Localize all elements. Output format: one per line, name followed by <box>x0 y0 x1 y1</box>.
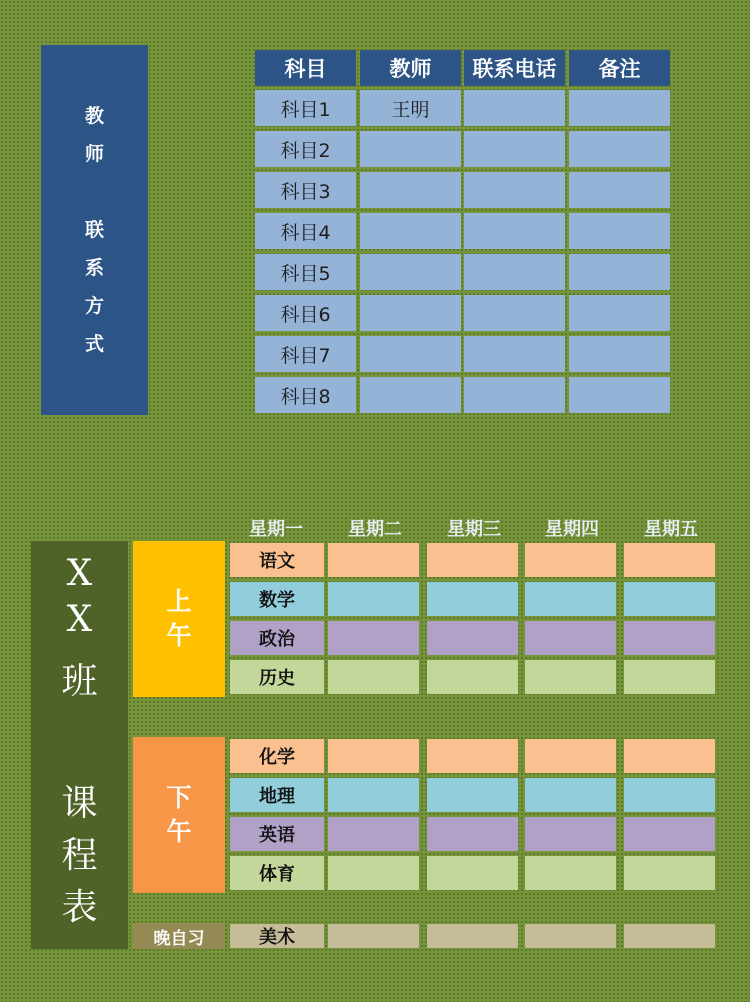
contact-table-header: 教师 <box>360 50 461 86</box>
title-char: 班 <box>61 661 98 702</box>
schedule-cell[interactable] <box>624 660 715 694</box>
contact-table-cell[interactable] <box>569 131 670 167</box>
contact-table-cell[interactable] <box>360 172 461 208</box>
contact-table-cell[interactable] <box>360 254 461 290</box>
subject-label: 化学 <box>230 739 324 773</box>
period-char: 午 <box>166 817 192 846</box>
evening-period-label: 晚自习 <box>133 923 225 949</box>
schedule-cell[interactable] <box>624 778 715 812</box>
schedule-cell[interactable] <box>624 817 715 851</box>
contact-table-header: 联系电话 <box>464 50 565 86</box>
title-char: X <box>66 599 93 640</box>
schedule-cell[interactable] <box>427 778 518 812</box>
contact-table-cell[interactable] <box>464 213 565 249</box>
contact-subject-cell[interactable]: 科目3 <box>255 172 356 208</box>
contact-table-cell[interactable]: 王明 <box>360 90 461 126</box>
subject-label: 体育 <box>230 856 324 890</box>
contact-banner-char: 系 <box>84 257 104 279</box>
afternoon-period-label <box>133 737 225 893</box>
subject-label: 地理 <box>230 778 324 812</box>
schedule-cell[interactable] <box>427 543 518 577</box>
contact-table-cell[interactable] <box>464 90 565 126</box>
schedule-cell[interactable] <box>328 817 419 851</box>
contact-banner-char: 式 <box>84 333 104 355</box>
contact-subject-cell[interactable]: 科目8 <box>255 377 356 413</box>
contact-table-cell[interactable] <box>569 213 670 249</box>
schedule-cell[interactable] <box>624 924 715 948</box>
subject-label: 政治 <box>230 621 324 655</box>
schedule-cell[interactable] <box>328 660 419 694</box>
contact-table-header: 备注 <box>569 50 670 86</box>
title-char: 表 <box>61 887 98 928</box>
contact-table-cell[interactable] <box>464 295 565 331</box>
schedule-cell[interactable] <box>328 856 419 890</box>
contact-table-cell[interactable] <box>569 295 670 331</box>
schedule-cell[interactable] <box>624 856 715 890</box>
title-char: X <box>66 553 93 594</box>
contact-banner <box>41 45 148 415</box>
period-char: 午 <box>166 621 192 650</box>
title-char: 程 <box>61 835 98 876</box>
schedule-cell[interactable] <box>525 856 616 890</box>
contact-table-cell[interactable] <box>464 172 565 208</box>
schedule-cell[interactable] <box>328 621 419 655</box>
schedule-cell[interactable] <box>525 543 616 577</box>
schedule-cell[interactable] <box>328 739 419 773</box>
schedule-cell[interactable] <box>427 817 518 851</box>
period-char: 上 <box>166 587 192 616</box>
subject-label: 英语 <box>230 817 324 851</box>
weekday-header: 星期一 <box>249 519 303 540</box>
contact-table-cell[interactable] <box>569 254 670 290</box>
contact-banner-char: 方 <box>84 295 104 317</box>
weekday-header: 星期五 <box>644 519 698 540</box>
contact-table-cell[interactable] <box>464 131 565 167</box>
schedule-cell[interactable] <box>328 778 419 812</box>
schedule-cell[interactable] <box>525 778 616 812</box>
schedule-cell[interactable] <box>328 543 419 577</box>
contact-subject-cell[interactable]: 科目2 <box>255 131 356 167</box>
schedule-cell[interactable] <box>624 543 715 577</box>
contact-subject-cell[interactable]: 科目6 <box>255 295 356 331</box>
schedule-cell[interactable] <box>525 817 616 851</box>
schedule-cell[interactable] <box>624 739 715 773</box>
class-schedule-title <box>31 541 128 949</box>
contact-table-cell[interactable] <box>360 295 461 331</box>
schedule-cell[interactable] <box>427 582 518 616</box>
schedule-cell[interactable] <box>525 739 616 773</box>
schedule-cell[interactable] <box>525 621 616 655</box>
contact-subject-cell[interactable]: 科目1 <box>255 90 356 126</box>
contact-banner-char: 教 <box>84 105 104 127</box>
schedule-cell[interactable] <box>427 621 518 655</box>
subject-label: 语文 <box>230 543 324 577</box>
schedule-cell[interactable] <box>328 924 419 948</box>
contact-table-cell[interactable] <box>464 254 565 290</box>
title-char: 课 <box>61 783 98 824</box>
contact-table-cell[interactable] <box>360 377 461 413</box>
contact-table-cell[interactable] <box>360 131 461 167</box>
contact-table-cell[interactable] <box>464 336 565 372</box>
weekday-header: 星期三 <box>447 519 501 540</box>
contact-subject-cell[interactable]: 科目5 <box>255 254 356 290</box>
contact-table-cell[interactable] <box>360 336 461 372</box>
contact-table-cell[interactable] <box>569 172 670 208</box>
contact-table-cell[interactable] <box>464 377 565 413</box>
subject-label: 历史 <box>230 660 324 694</box>
subject-label: 美术 <box>230 924 324 948</box>
contact-banner-char: 联 <box>84 219 104 241</box>
morning-period-label <box>133 541 225 697</box>
contact-banner-char: 师 <box>84 143 104 165</box>
schedule-cell[interactable] <box>427 739 518 773</box>
contact-table-cell[interactable] <box>569 90 670 126</box>
schedule-cell[interactable] <box>427 856 518 890</box>
weekday-header: 星期四 <box>545 519 599 540</box>
contact-table-cell[interactable] <box>360 213 461 249</box>
schedule-cell[interactable] <box>525 924 616 948</box>
schedule-cell[interactable] <box>624 582 715 616</box>
contact-table-header: 科目 <box>255 50 356 86</box>
schedule-cell[interactable] <box>427 660 518 694</box>
schedule-cell[interactable] <box>525 660 616 694</box>
contact-table-cell[interactable] <box>569 377 670 413</box>
contact-table-cell[interactable] <box>569 336 670 372</box>
contact-subject-cell[interactable]: 科目4 <box>255 213 356 249</box>
contact-subject-cell[interactable]: 科目7 <box>255 336 356 372</box>
schedule-cell[interactable] <box>624 621 715 655</box>
schedule-cell[interactable] <box>328 582 419 616</box>
schedule-cell[interactable] <box>427 924 518 948</box>
weekday-header: 星期二 <box>348 519 402 540</box>
subject-label: 数学 <box>230 582 324 616</box>
period-char: 下 <box>166 783 192 812</box>
schedule-cell[interactable] <box>525 582 616 616</box>
